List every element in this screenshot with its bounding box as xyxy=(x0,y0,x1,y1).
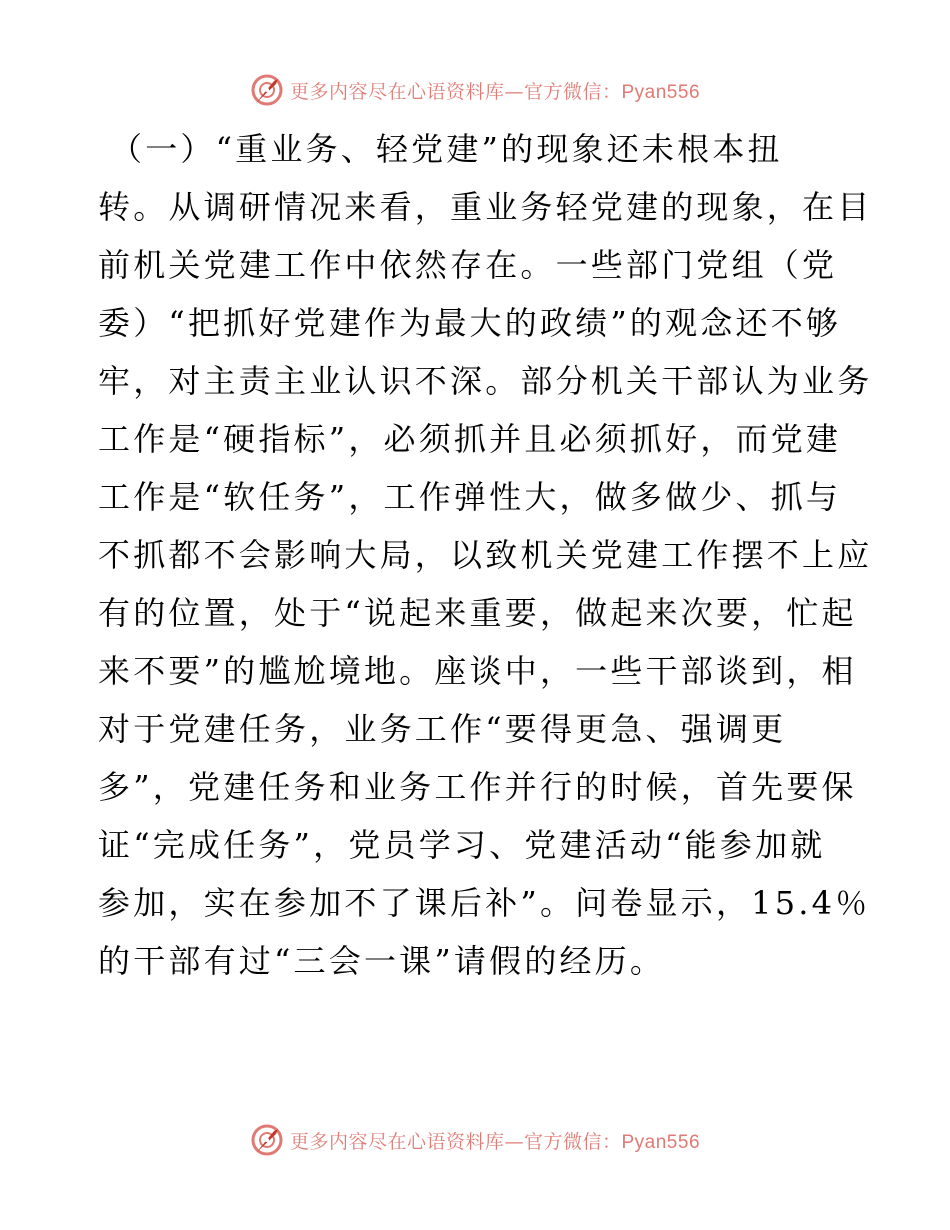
paragraph-line: 牢，对主责主业认识不深。部分机关干部认为业务 xyxy=(98,362,873,400)
paragraph-line: 工作是“软任务”，工作弹性大，做多做少、抓与 xyxy=(98,478,842,516)
paragraph-line: （一）“重业务、轻党建”的现象还未根本扭 xyxy=(110,130,783,168)
watermark-id-text: Pyan556 xyxy=(621,1131,701,1153)
watermark-cn-text: 更多内容尽在心语资料库—官方微信： xyxy=(289,1130,622,1153)
paragraph-line: 对于党建任务，业务工作“要得更急、强调更 xyxy=(98,710,787,748)
paragraph-line: 不抓都不会影响大局，以致机关党建工作摆不上应 xyxy=(98,536,873,574)
paragraph-line: 证“完成任务”，党员学习、党建活动“能参加就 xyxy=(98,826,826,864)
paragraph-line: 的干部有过“三会一课”请假的经历。 xyxy=(98,942,666,980)
watermark-id-text: Pyan556 xyxy=(621,81,701,103)
paragraph-line: 工作是“硬指标”，必须抓并且必须抓好，而党建 xyxy=(98,420,842,458)
body-paragraph xyxy=(98,120,873,990)
header-watermark xyxy=(0,70,950,110)
paragraph-line: 有的位置，处于“说起来重要，做起来次要，忙起 xyxy=(98,594,857,632)
quill-logo-icon xyxy=(250,73,284,107)
watermark-cn-text: 更多内容尽在心语资料库—官方微信： xyxy=(289,80,622,103)
paragraph-line: 来不要”的尴尬境地。座谈中，一些干部谈到，相 xyxy=(98,652,857,690)
watermark-text xyxy=(290,77,700,104)
paragraph-line: 多”，党建任务和业务工作并行的时候，首先要保 xyxy=(98,768,857,806)
paragraph-line: 委）“把抓好党建作为最大的政绩”的观念还不够 xyxy=(98,304,842,342)
paragraph-line: 参加，实在参加不了课后补”。问卷显示，15.4％ xyxy=(98,884,871,922)
paragraph-line: 前机关党建工作中依然存在。一些部门党组（党 xyxy=(98,246,838,284)
quill-logo-icon xyxy=(250,1123,284,1157)
watermark-text xyxy=(290,1127,700,1154)
footer-watermark xyxy=(0,1120,950,1160)
paragraph-line: 转。从调研情况来看，重业务轻党建的现象，在目 xyxy=(98,188,873,226)
